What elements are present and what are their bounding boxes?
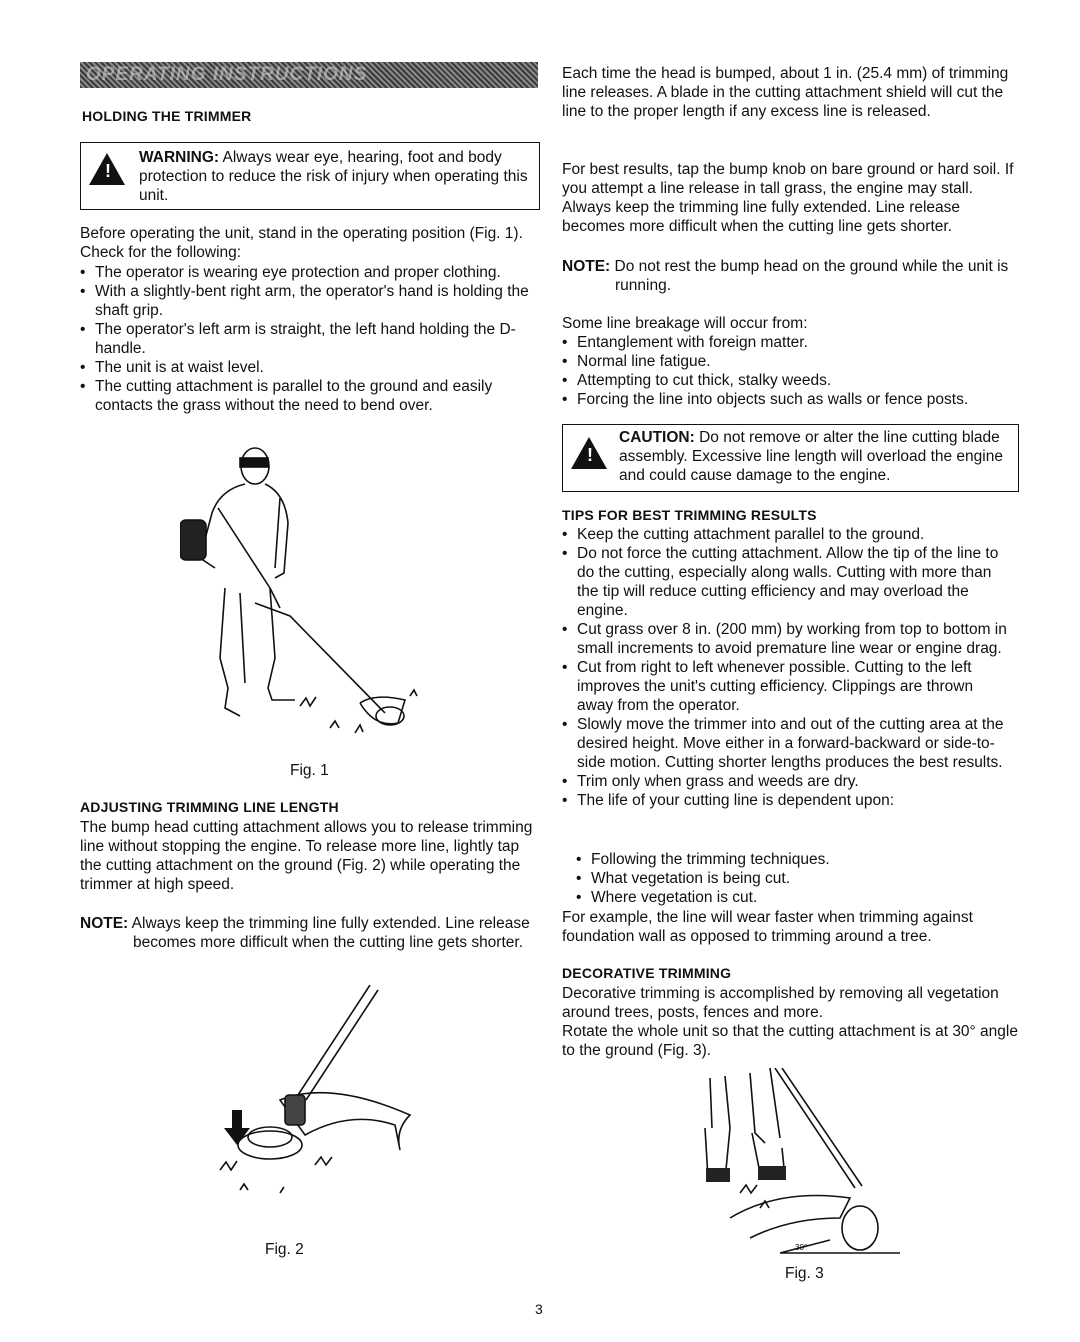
adjusting-title: ADJUSTING TRIMMING LINE LENGTH	[80, 799, 339, 815]
tips-bullet-item: • Keep the cutting attachment parallel to the ground.	[562, 525, 1012, 544]
warning-text: WARNING: Always wear eye, hearing, foot and body protection to reduce the risk of injury when operating this unit.	[139, 149, 528, 204]
holding-bullet-item: • The operator's left arm is straight, the left hand holding the D-handle.	[80, 320, 532, 358]
warning-box	[80, 142, 540, 210]
breakage-intro: Some line breakage will occur from:	[562, 315, 808, 332]
decorative-text: Decorative trimming is accomplished by removing all vegetation around trees, posts, fences and more.	[562, 985, 999, 1021]
caution-box	[562, 424, 1019, 492]
fig3-caption: Fig. 3	[785, 1265, 824, 1282]
holding-bullet-item: • With a slightly-bent right arm, the operator's hand is holding the shaft grip.	[80, 282, 532, 320]
holding-bullets	[80, 263, 532, 415]
tips-bullet-item: • The life of your cutting line is dependent upon:	[562, 791, 1012, 810]
breakage-bullet-item: • Forcing the line into objects such as walls or fence posts.	[562, 390, 1017, 409]
holding-bullet-item: • The cutting attachment is parallel to the ground and easily contacts the grass without the need to bend over.	[80, 377, 532, 415]
fig2-bump-head-illustration	[210, 985, 425, 1210]
page-number: 3	[535, 1301, 543, 1317]
right-note: NOTE: Do not rest the bump head on the ground while the unit is running.	[562, 258, 1009, 294]
tips-bullet-item: • Trim only when grass and weeds are dry.	[562, 772, 1012, 791]
caution-icon: !	[571, 437, 607, 469]
warning-icon: !	[89, 153, 125, 185]
decorative-title: DECORATIVE TRIMMING	[562, 965, 732, 981]
tips-sub-bullets	[576, 850, 1006, 907]
bump-text: Each time the head is bumped, about 1 in. (25.4 mm) of trimming line releases. A blade in the cutting attachment shield will cut the line to the proper length if any excess line is released.	[562, 65, 1009, 120]
holding-title: HOLDING THE TRIMMER	[82, 108, 252, 124]
breakage-bullet-item: • Normal line fatigue.	[562, 352, 1017, 371]
adjusting-text: The bump head cutting attachment allows you to release trimming line without stopping the engine. To release more line, lightly tap the cutting attachment on the ground (Fig. 2) while operating the trimmer at high speed.	[80, 819, 533, 893]
adjusting-note: NOTE: Always keep the trimming line fully extended. Line release becomes more difficult when the cutting line gets shorter.	[80, 915, 530, 951]
breakage-bullet-item: • Attempting to cut thick, stalky weeds.	[562, 371, 1017, 390]
holding-bullet-item: • The unit is at waist level.	[80, 358, 532, 377]
tips-bullets	[562, 525, 1012, 810]
tips-bullet-item: • Do not force the cutting attachment. Allow the tip of the line to do the cutting, especially along walls. Cutting with more than the tip will reduce cutting efficiency and may overload the engine.	[562, 544, 1012, 620]
tips-sub-bullet-item: • Where vegetation is cut.	[576, 888, 1006, 907]
caution-text: CAUTION: Do not remove or alter the line cutting blade assembly. Excessive line length will overload the engine and could cause damage to the engine.	[619, 429, 1003, 484]
breakage-bullets	[562, 333, 1017, 409]
tips-title: TIPS FOR BEST TRIMMING RESULTS	[562, 507, 817, 523]
tips-example: For example, the line will wear faster when trimming against foundation wall as opposed to trimming around a tree.	[562, 909, 973, 945]
best-results-text: For best results, tap the bump knob on bare ground or hard soil. If you attempt a line release in tall grass, the engine may stall. Always keep the trimming line fully extended. Line release becomes more difficult when the cutting line gets shorter.	[562, 161, 1014, 235]
tips-sub-bullet-item: • Following the trimming techniques.	[576, 850, 1006, 869]
banner-title: OPERATING INSTRUCTIONS	[86, 64, 368, 85]
tips-sub-bullet-item: • What vegetation is being cut.	[576, 869, 1006, 888]
fig1-caption: Fig. 1	[290, 762, 329, 779]
decorative-rotate: Rotate the whole unit so that the cutting attachment is at 30° angle to the ground (Fig. 3).	[562, 1023, 1018, 1059]
fig1-operator-illustration	[180, 438, 420, 748]
section-banner	[80, 62, 538, 88]
fig2-caption: Fig. 2	[265, 1241, 304, 1258]
angle-label: 30°	[795, 1243, 808, 1252]
breakage-bullet-item: • Entanglement with foreign matter.	[562, 333, 1017, 352]
holding-bullet-item: • The operator is wearing eye protection and proper clothing.	[80, 263, 532, 282]
tips-bullet-item: • Cut from right to left whenever possible. Cutting to the left improves the unit's cutting efficiency. Clippings are thrown away from the operator.	[562, 658, 1012, 715]
holding-intro: Before operating the unit, stand in the operating position (Fig. 1). Check for the following:	[80, 225, 523, 261]
fig3-decorative-illustration	[690, 1068, 905, 1268]
tips-bullet-item: • Cut grass over 8 in. (200 mm) by working from top to bottom in small increments to avoid premature line wear or engine drag.	[562, 620, 1012, 658]
tips-bullet-item: • Slowly move the trimmer into and out of the cutting area at the desired height. Move either in a forward-backward or side-to-side motion. Cutting shorter lengths produces the best results.	[562, 715, 1012, 772]
